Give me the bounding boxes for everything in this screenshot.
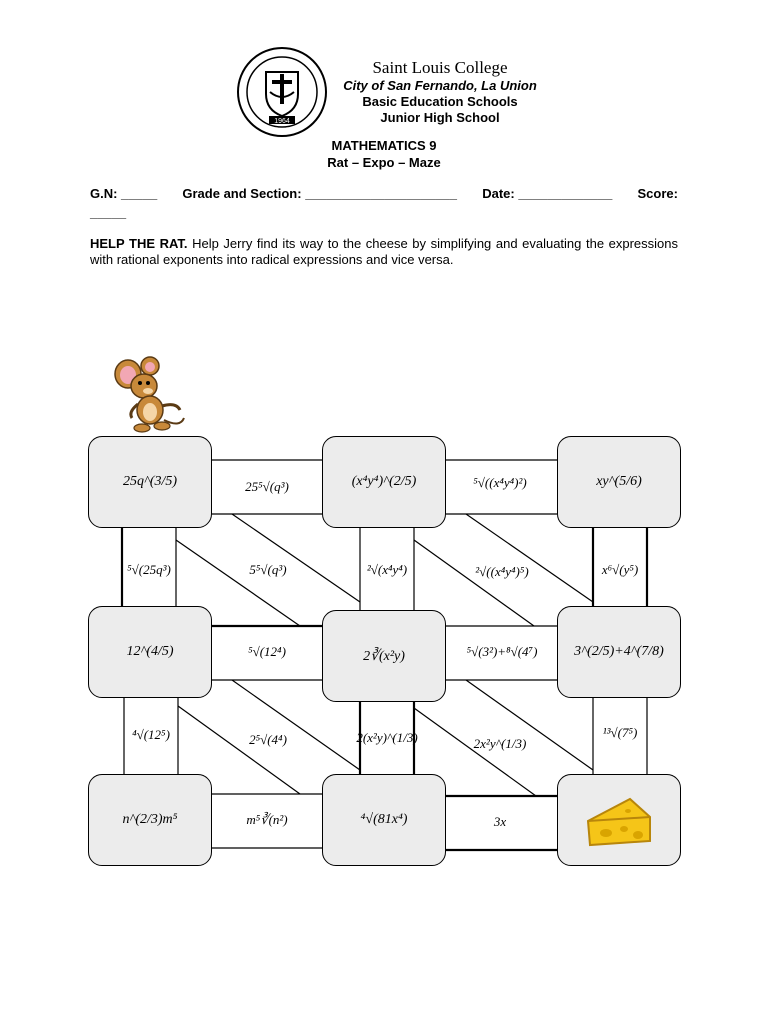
school-name: Saint Louis College xyxy=(372,58,508,77)
school-city: City of San Fernando, La Union xyxy=(343,78,537,93)
seal-year: 1964 xyxy=(274,118,290,125)
grade-section-field[interactable]: Grade and Section: _____________________ xyxy=(182,186,458,201)
maze-node-r3c1[interactable]: n^(2/3)m⁵ xyxy=(88,774,212,866)
date-field[interactable]: Date: _____________ xyxy=(482,186,613,201)
score-label: Score: xyxy=(637,186,678,201)
path-label-h-r3-23: 3x xyxy=(493,814,507,829)
path-label-d-c2-12: ²√((x⁴y⁴)⁵) xyxy=(475,564,529,579)
maze-node-r2c2[interactable]: 2∛(x²y) xyxy=(322,610,446,702)
maze-node-r1c2[interactable]: (x⁴y⁴)^(2/5) xyxy=(322,436,446,528)
instructions-lead: HELP THE RAT. xyxy=(90,236,188,251)
cheese-icon xyxy=(584,791,654,849)
path-label-v-c3-23: ¹³√(7⁵) xyxy=(602,725,638,740)
maze-node-r1c1[interactable]: 25q^(3/5) xyxy=(88,436,212,528)
school-level: Junior High School xyxy=(380,110,500,125)
maze-node-r1c3[interactable]: xy^(5/6) xyxy=(557,436,681,528)
maze-node-cheese[interactable] xyxy=(557,774,681,866)
instructions-text: Help Jerry find its way to the cheese by simplifying and evaluating the expressions with rational exponents into radical expressions and vice versa. xyxy=(90,236,678,267)
path-label-v-c2-12: ²√(x⁴y⁴) xyxy=(366,562,408,577)
path-label-h-r1-23: ⁵√((x⁴y⁴)²) xyxy=(473,475,527,490)
path-label-d-c1-23: 2⁵√(4⁴) xyxy=(249,732,287,747)
subject-title: MATHEMATICS 9 xyxy=(331,138,437,153)
path-label-v-c3-12: x⁶√(y⁵) xyxy=(601,562,639,577)
path-label-d-c2-23: 2x²y^(1/3) xyxy=(473,736,527,751)
path-label-h-r1-12: 25⁵√(q³) xyxy=(245,479,289,494)
maze-node-r2c1[interactable]: 12^(4/5) xyxy=(88,606,212,698)
school-division: Basic Education Schools xyxy=(362,94,518,109)
path-label-h-r3-12: m⁵∛(n²) xyxy=(246,812,288,827)
gn-field[interactable]: G.N: _____ xyxy=(90,186,158,201)
path-label-v-c1-23: ⁴√(12⁵) xyxy=(132,727,170,742)
path-label-v-c1-12: ⁵√(25q³) xyxy=(127,562,171,577)
maze-node-r2c3[interactable]: 3^(2/5)+4^(7/8) xyxy=(557,606,681,698)
jerry-rat-icon xyxy=(110,356,190,434)
path-label-d-c1-12: 5⁵√(q³) xyxy=(249,562,287,577)
path-label-h-r2-12: ⁵√(12⁴) xyxy=(248,644,286,659)
path-label-h-r2-23: ⁵√(3²)+⁸√(4⁷) xyxy=(466,644,538,659)
maze-node-r3c2[interactable]: ⁴√(81x⁴) xyxy=(322,774,446,866)
score-field[interactable]: _____ xyxy=(90,205,127,220)
path-label-v-c2-23: 2(x²y)^(1/3) xyxy=(356,730,418,745)
activity-title: Rat – Expo – Maze xyxy=(327,155,441,170)
